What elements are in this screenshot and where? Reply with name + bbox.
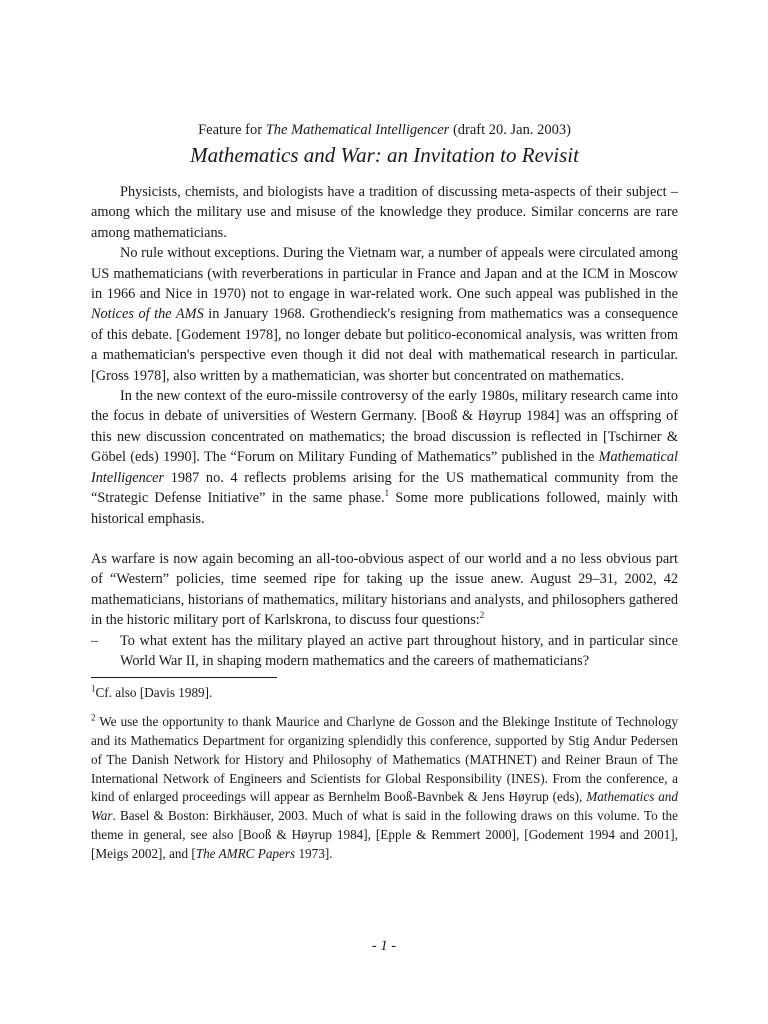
footnote-ref-2[interactable]: 2 <box>479 610 485 621</box>
document-page <box>91 121 678 864</box>
question-item-1 <box>91 631 678 672</box>
subtitle-suffix: (draft 20. Jan. 2003) <box>449 122 571 138</box>
footnote-2-number: 2 <box>91 712 96 723</box>
footnote-ref-1[interactable]: 1 <box>384 488 390 499</box>
paragraph-1: Physicists, chemists, and biologists have a tradition of discussing meta-aspects of their subject – among which the military use and misuse of the knowledge they produce. Similar concerns are rare among mathematicians. <box>91 184 678 241</box>
paragraph-2 <box>91 243 678 386</box>
feature-subtitle <box>91 121 678 139</box>
paragraph-gap <box>91 529 678 549</box>
footnote-1-text: Cf. also [Davis 1989]. <box>95 685 213 701</box>
page-number: - 1 - <box>371 938 397 954</box>
paper-title: Mathematics and War: an Invitation to Revisit <box>190 143 579 167</box>
subtitle-prefix: Feature for <box>198 122 266 138</box>
intelligencer-italic: Mathematical Intelligencer <box>91 449 678 486</box>
journal-name: The Mathematical Intelligencer <box>265 122 450 138</box>
footnote-2-part-c: 1973]. <box>295 845 333 861</box>
question-text-1: To what extent has the military played an active part throughout history, and in particular since World War II, in shaping modern mathematics and the careers of mathematicians? <box>120 632 678 669</box>
paragraph-4-text: As warfare is now again becoming an all-too-obvious aspect of our world and a no less obvious part of “Western” policies, time seemed ripe for taking up the issue anew. August 29–31, 2002, 42 mathematicians, historians of mathematics, military historians and analysts, and philosophers gathered in the historic military port of Karlskrona, to discuss four questions: <box>91 550 678 629</box>
paragraph-3-part-c: Some more publications followed, mainly with historical emphasis. <box>91 490 678 527</box>
paragraph-3-part-a: In the new context of the euro-missile controversy of the early 1980s, military research came into the focus in debate of universities of Western Germany. [Booß & Høyrup 1984] was an offspring of this new discussion concentrated on mathematics; the broad discussion is reflected in [Tschirner & Göbel (eds) 1990]. The “Forum on Military Funding of Mathematics” published in the <box>91 388 678 466</box>
footnote-2-book-title: Mathematics and War <box>91 789 678 824</box>
notices-ams-italic: Notices of the AMS <box>91 306 204 323</box>
footnote-2-part-a: We use the opportunity to thank Maurice and Charlyne de Gosson and the Blekinge Institute of Technology and its Mathematics Department for organizing splendidly this conference, supported by Stig Andur Pedersen of The Danish Network for History and Philosophy of Mathematics (MATHNET) and Reiner Braun of The International Network of Engineers and Scientists for Global Responsibility (INES). From the conference, a kind of enlarged proceedings will appear as Bernhelm Booß-Bavnbek & Jens Høyrup (eds), <box>91 714 678 805</box>
paragraph-2-part-a: No rule without exceptions. During the Vietnam war, a number of appeals were circulated among US mathematicians (with reverberations in particular in France and Japan and at the ICM in Moscow in 1966 and Nice in 1970) not to engage in war-related work. One such appeal was published in the <box>91 245 678 303</box>
footnote-2-amrc-title: The AMRC Papers <box>195 845 296 861</box>
footnote-2-part-b: . Basel & Boston: Birkhäuser, 2003. Much of what is said in the following draws on this volume. To the theme in general, see also [Booß & Høyrup 1984], [Epple & Remmert 2000], [Godement 1994 and 2001], [Meigs 2002], and [ <box>91 808 678 861</box>
paragraph-3 <box>91 386 678 529</box>
footnote-2 <box>91 713 678 863</box>
footnote-1 <box>91 684 678 703</box>
footnote-separator <box>91 677 277 678</box>
dash-bullet: – <box>91 632 99 649</box>
paragraph-3-part-b: 1987 no. 4 reflects problems arising for the US mathematical community from the “Strategic Defense Initiative” in the same phase. <box>91 469 678 507</box>
footnote-1-number: 1 <box>91 683 96 694</box>
paragraph-2-part-b: in January 1968. Grothendieck's resigning from mathematics was a consequence of this debate. [Godement 1978], no longer debate but politico-economical analysis, was written from a mathematician's perspective even though it did not deal with mathematical research in particular. [Gross 1978], also written by a mathematician, was shorter but concentrated on mathematics. <box>91 306 678 384</box>
paragraph-4 <box>91 549 678 631</box>
